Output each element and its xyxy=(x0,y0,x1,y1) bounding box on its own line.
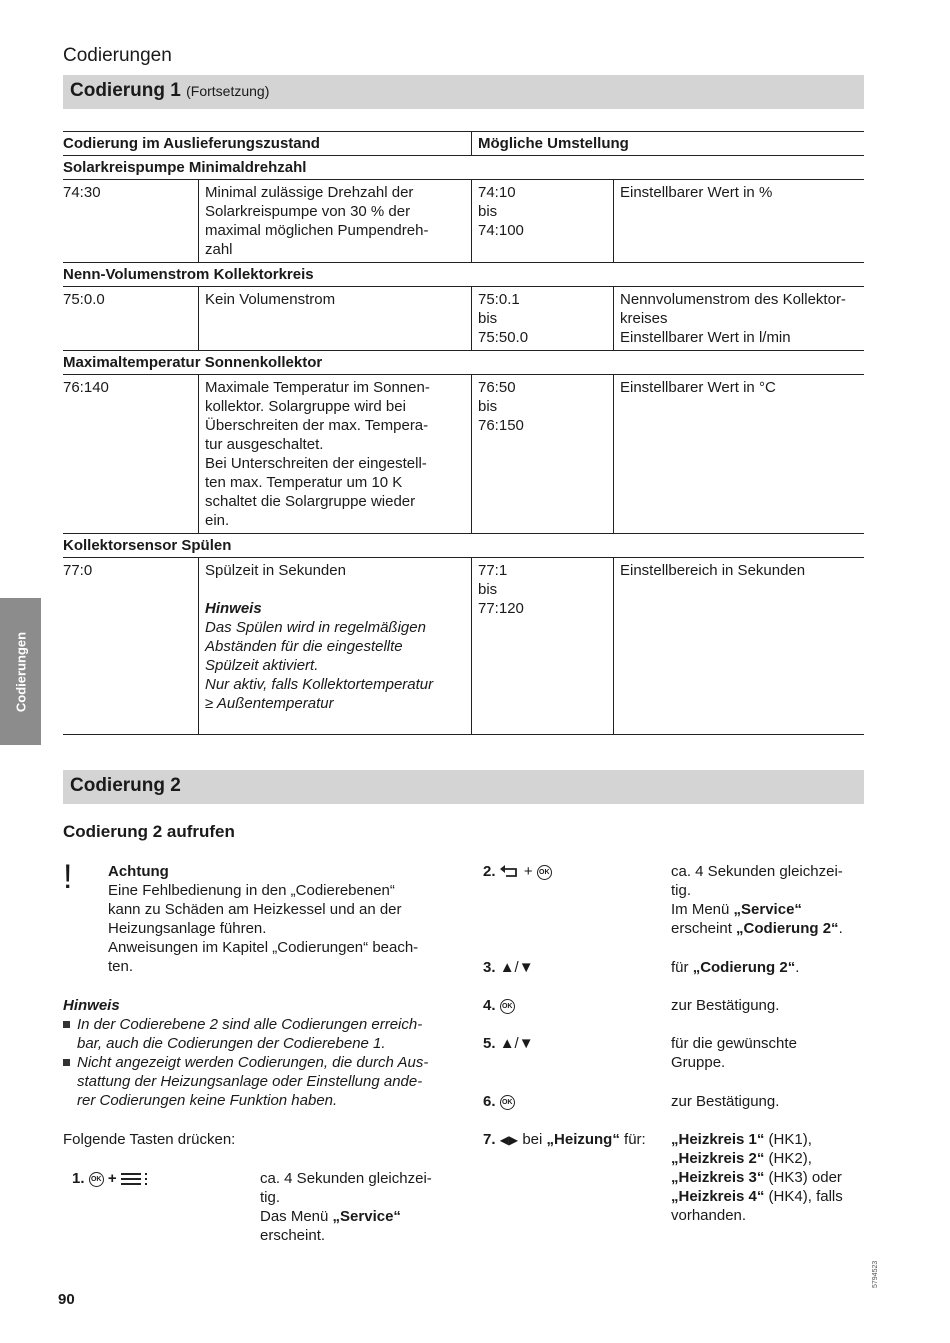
step-4-keys: 4. OK xyxy=(483,996,515,1015)
code-description: Spülzeit in Sekunden Hinweis Das Spülen wird in regelmäßigen Abständen für die eingestellte Spülzeit aktiviert. Nur aktiv, falls Kollektortemperatur ≥ Außentemperatur xyxy=(199,558,472,735)
step-2-keys: 2. + OK xyxy=(483,862,552,881)
hint-title: Hinweis xyxy=(205,600,262,617)
up-arrow-icon: ▲ xyxy=(499,1035,515,1052)
table-row xyxy=(63,375,864,534)
code-note: Einstellbarer Wert in % xyxy=(614,180,865,263)
group-title: Nenn-Volumenstrom Kollektorkreis xyxy=(63,263,864,287)
group-title: Maximaltemperatur Sonnenkollektor xyxy=(63,351,864,375)
step-4-text: zur Bestätigung. xyxy=(671,997,780,1014)
code-range: 77:1 bis 77:120 xyxy=(472,558,614,735)
band-title xyxy=(70,80,269,102)
menu-button-icon xyxy=(121,1172,149,1186)
ok-button-icon: OK xyxy=(537,865,552,880)
ok-button-icon: OK xyxy=(500,999,515,1014)
step-5-text: für die gewünschte Gruppe. xyxy=(671,1035,797,1071)
down-arrow-icon: ▼ xyxy=(518,1035,534,1052)
step-6-keys: 6. OK xyxy=(483,1092,515,1111)
code-default: 76:140 xyxy=(63,375,199,534)
document-number: 5794523 xyxy=(872,1260,879,1288)
step-7-text: „Heizkreis 1“ (HK1), „Heizkreis 2“ (HK2), „Heizkreis 3“ (HK3) oder „Heizkreis 4“ (HK4), falls vorhanden. xyxy=(671,1131,843,1224)
left-right-arrow-icon: ◀▶ xyxy=(499,1133,519,1147)
code-description: Kein Volumenstrom xyxy=(199,287,472,351)
table-row xyxy=(63,180,864,263)
warning-block: Achtung Eine Fehlbedienung in den „Codierebenen“ kann zu Schäden am Heizkessel und an der Heizungsanlage führen. Anweisungen im Kapitel „Codierungen“ beach- ten. xyxy=(108,862,453,976)
table-header-options: Mögliche Umstellung xyxy=(472,132,865,156)
page-number: 90 xyxy=(58,1291,75,1308)
step-7-keys: 7. ◀▶ bei „Heizung“ für: xyxy=(483,1131,646,1148)
side-tab-label: Codierungen xyxy=(13,631,28,712)
codierung-2-band xyxy=(63,770,864,804)
hint-item: Nicht angezeigt werden Codierungen, die durch Aus- stattung der Heizungsanlage oder Einstellung ande- rer Codierungen keine Funktion haben. xyxy=(63,1053,453,1110)
ok-button-icon: OK xyxy=(89,1172,104,1187)
code-default: 77:0 xyxy=(63,558,199,735)
section-title: Codierungen xyxy=(63,45,172,66)
coding-table xyxy=(63,131,864,735)
table-header-default: Codierung im Auslieferungszustand xyxy=(63,132,472,156)
step-2-text: ca. 4 Sekunden gleichzei- tig. Im Menü „Service“ erscheint „Codierung 2“. xyxy=(671,863,843,937)
step-3-text: für „Codierung 2“. xyxy=(671,959,800,976)
step-1-text: ca. 4 Sekunden gleichzei- tig. Das Menü „Service“ erscheint. xyxy=(260,1170,432,1244)
code-note: Nennvolumenstrom des Kollektor- kreises Einstellbarer Wert in l/min xyxy=(614,287,865,351)
hint-title: Hinweis xyxy=(63,997,120,1014)
code-default: 75:0.0 xyxy=(63,287,199,351)
step-3-keys: 3. ▲/▼ xyxy=(483,959,534,976)
up-arrow-icon: ▲ xyxy=(499,959,515,976)
code-range: 74:10 bis 74:100 xyxy=(472,180,614,263)
code-range: 76:50 bis 76:150 xyxy=(472,375,614,534)
step-5-keys: 5. ▲/▼ xyxy=(483,1035,534,1052)
back-button-icon xyxy=(500,865,520,879)
warning-icon: ! xyxy=(63,858,73,896)
step-1-keys: 1. OK + xyxy=(72,1169,149,1188)
step-6-text: zur Bestätigung. xyxy=(671,1093,780,1110)
band-subtitle: (Fortsetzung) xyxy=(186,83,270,99)
group-title: Kollektorsensor Spülen xyxy=(63,534,864,558)
warning-title: Achtung xyxy=(108,863,169,880)
hint-item: In der Codierebene 2 sind alle Codierungen erreich- bar, auch die Codierungen der Codierebene 1. xyxy=(63,1015,453,1053)
keys-intro: Folgende Tasten drücken: xyxy=(63,1131,236,1148)
band-title-text: Codierung 1 xyxy=(70,80,181,101)
table-row xyxy=(63,558,864,735)
code-note: Einstellbarer Wert in °C xyxy=(614,375,865,534)
band-title: Codierung 2 xyxy=(70,775,181,796)
code-description: Minimal zulässige Drehzahl der Solarkreispumpe von 30 % der maximal möglichen Pumpendreh- zahl xyxy=(199,180,472,263)
code-range: 75:0.1 bis 75:50.0 xyxy=(472,287,614,351)
side-chapter-tab xyxy=(0,598,41,745)
code-default: 74:30 xyxy=(63,180,199,263)
ok-button-icon: OK xyxy=(500,1095,515,1110)
code-description: Maximale Temperatur im Sonnen- kollektor. Solargruppe wird bei Überschreiten der max. Tempera- tur ausgeschaltet. Bei Unterschreiten der eingestell- ten max. Temperatur um 10 K schaltet die Solargruppe wieder ein. xyxy=(199,375,472,534)
table-row xyxy=(63,287,864,351)
hint-block xyxy=(63,996,453,1110)
down-arrow-icon: ▼ xyxy=(518,959,534,976)
code-note: Einstellbereich in Sekunden xyxy=(614,558,865,735)
subheading: Codierung 2 aufrufen xyxy=(63,822,235,841)
group-title: Solarkreispumpe Minimaldrehzahl xyxy=(63,156,864,180)
codierung-1-band xyxy=(63,75,864,109)
